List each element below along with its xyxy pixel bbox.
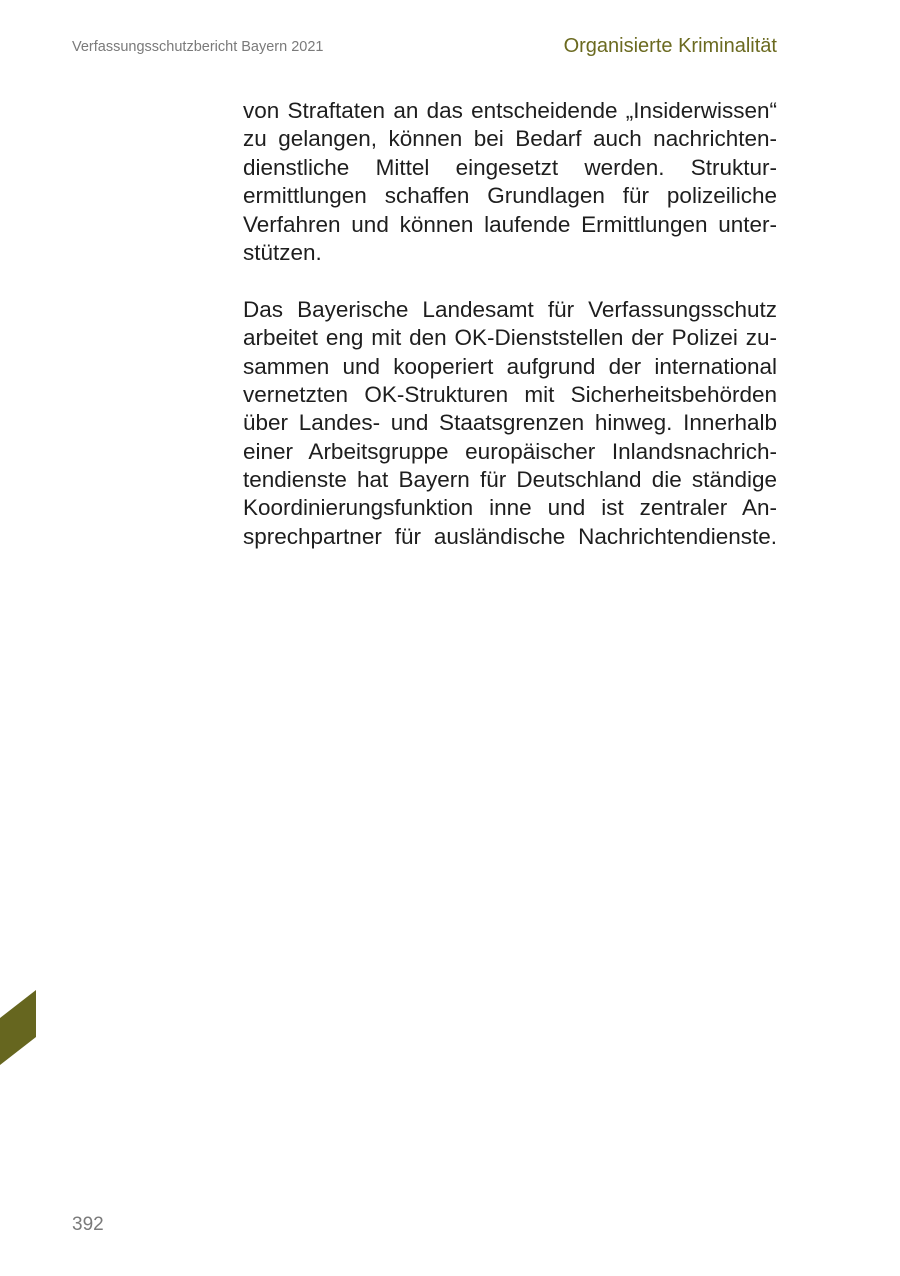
page-number: 392 xyxy=(72,1214,104,1235)
text-line: arbeitet eng mit den OK-Dienststellen der Polizei zu- xyxy=(243,325,777,351)
text-line: einer Arbeitsgruppe europäischer Inlandsnachrich- xyxy=(243,438,777,464)
text-line: von Straftaten an das entscheidende „Insiderwissen“ xyxy=(243,98,777,123)
text-line: Koordinierungsfunktion inne und ist zentraler An- xyxy=(243,495,777,521)
paragraph xyxy=(243,97,777,267)
body-text xyxy=(243,97,777,551)
page-edge-marker xyxy=(0,990,36,1065)
text-line: stützen. xyxy=(243,239,322,265)
section-title: Organisierte Kriminalität xyxy=(563,35,777,57)
report-title: Verfassungsschutzbericht Bayern 2021 xyxy=(72,39,324,55)
text-line: tendienste hat Bayern für Deutschland die ständige xyxy=(243,467,777,493)
text-line: sammen und kooperiert aufgrund der international xyxy=(243,353,777,379)
text-line: Das Bayerische Landesamt für Verfassungsschutz xyxy=(243,296,777,322)
text-line: Verfahren und können laufende Ermittlungen unter- xyxy=(243,211,777,237)
text-line: dienstliche Mittel eingesetzt werden. Struktur- xyxy=(243,154,777,180)
edge-marker-shape xyxy=(0,990,36,1065)
text-line: sprechpartner für ausländische Nachrichtendienste. xyxy=(243,523,777,549)
text-line: zu gelangen, können bei Bedarf auch nachrichten- xyxy=(243,126,777,152)
paragraph xyxy=(243,296,777,552)
text-line: vernetzten OK-Strukturen mit Sicherheitsbehörden xyxy=(243,381,777,407)
text-line: über Landes- und Staatsgrenzen hinweg. Innerhalb xyxy=(243,410,777,436)
text-line: ermittlungen schaffen Grundlagen für polizeiliche xyxy=(243,183,777,209)
